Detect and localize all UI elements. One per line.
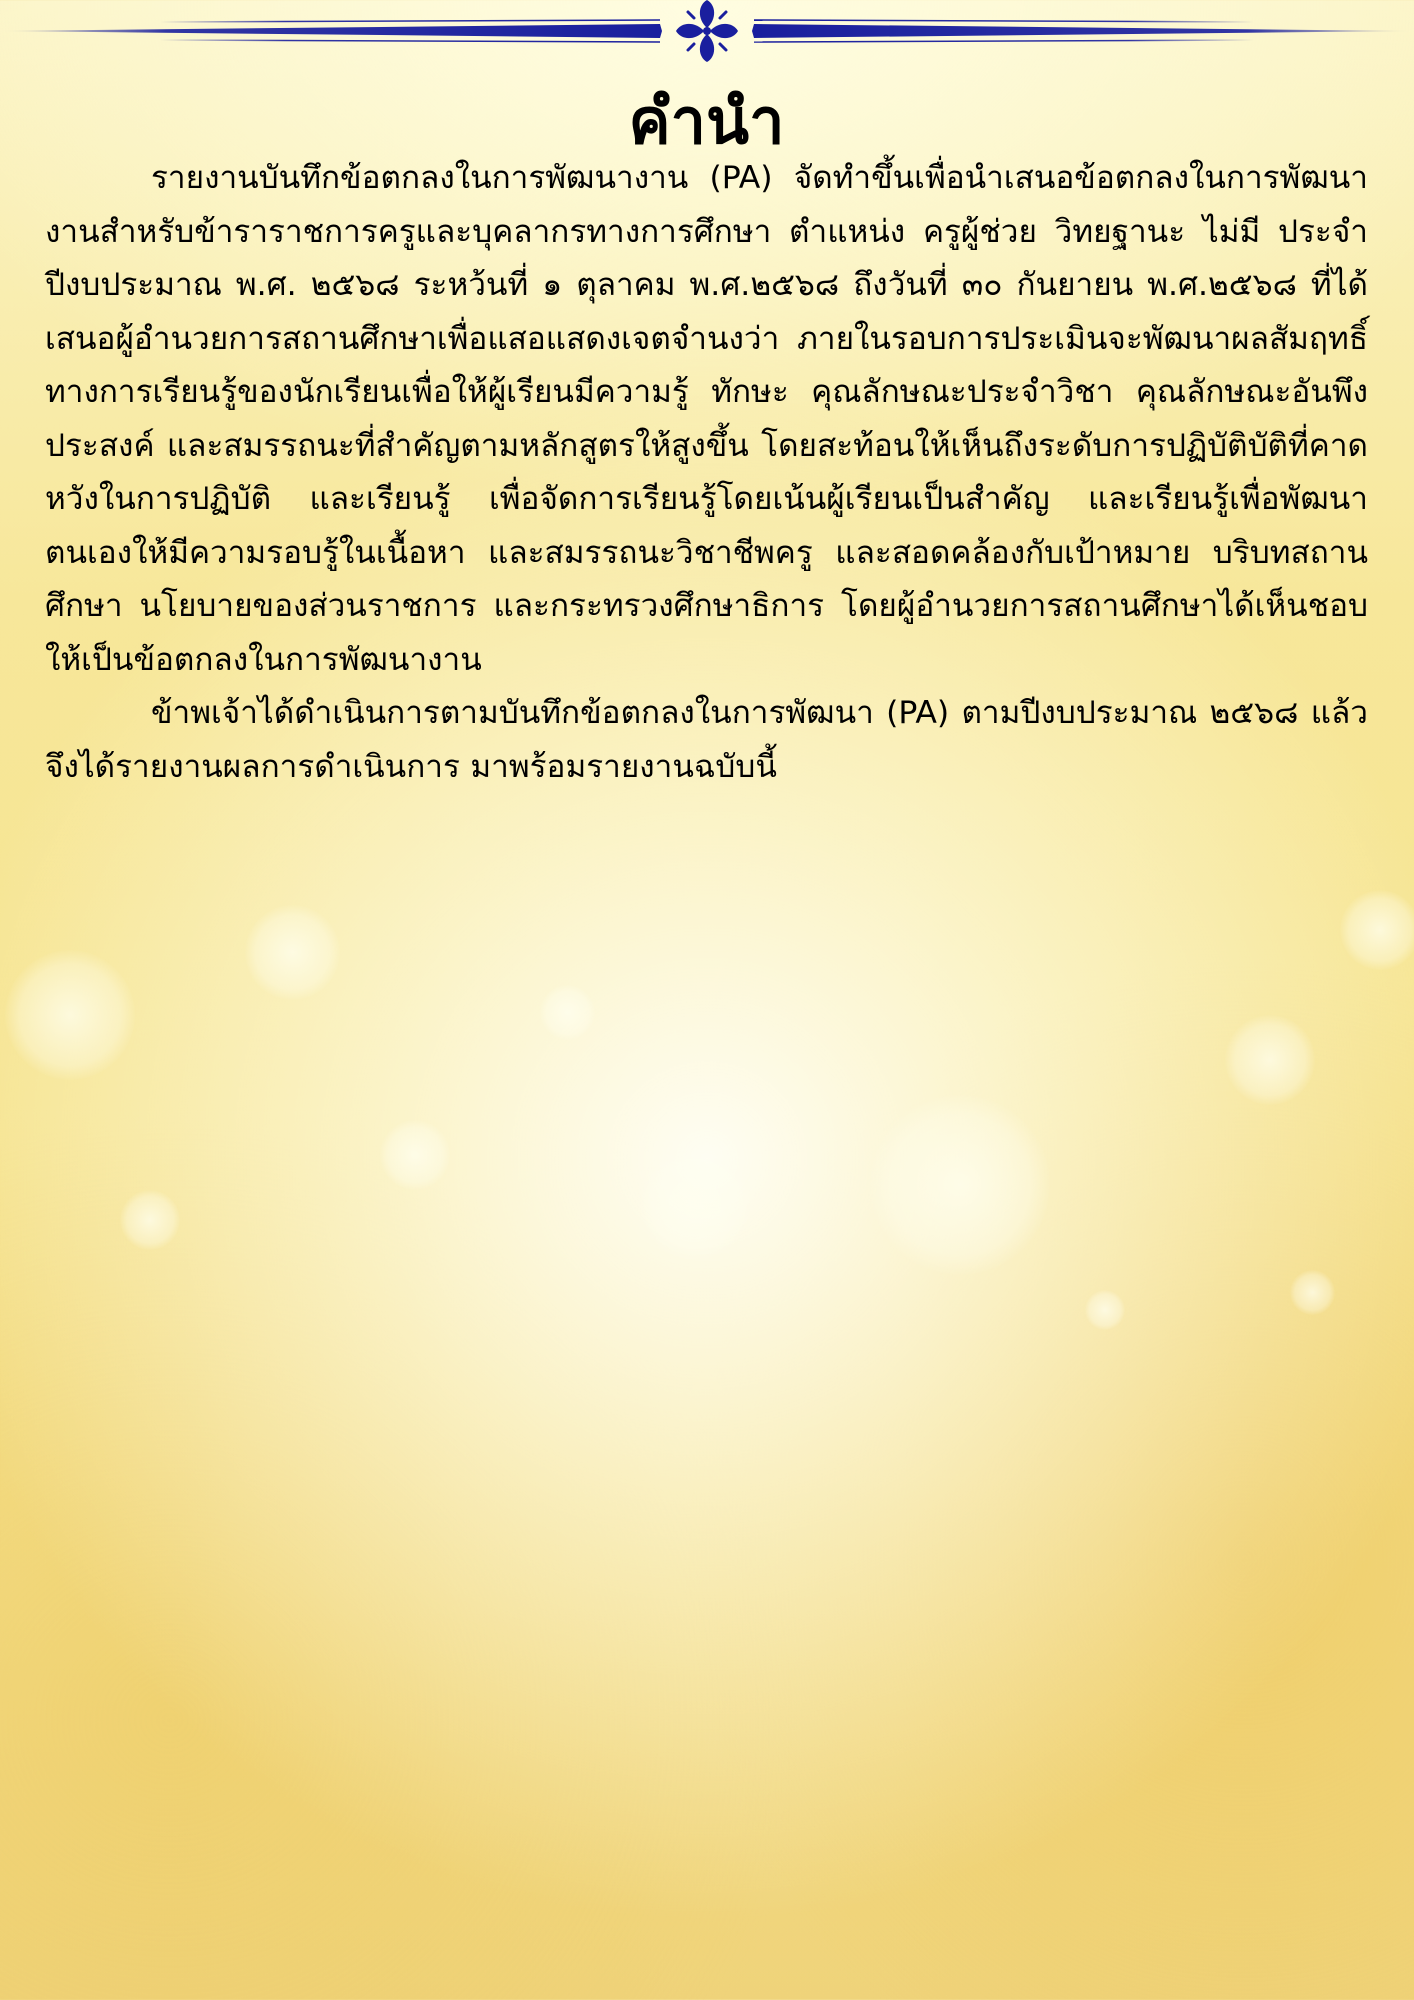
bokeh-light xyxy=(870,1095,1050,1275)
bokeh-light xyxy=(245,905,340,1000)
ornament-line-right xyxy=(752,20,1414,42)
bokeh-light xyxy=(1225,1015,1315,1105)
ornament-line-left xyxy=(0,20,662,42)
bokeh-light xyxy=(640,1150,750,1260)
four-petal-flower-icon xyxy=(676,0,738,62)
bokeh-light xyxy=(540,985,595,1040)
document-body xyxy=(45,85,1368,794)
bokeh-light xyxy=(1290,1270,1335,1315)
header-ornament xyxy=(0,0,1414,66)
bokeh-light xyxy=(1340,890,1414,970)
bokeh-light xyxy=(380,1120,450,1190)
bokeh-light xyxy=(120,1190,180,1250)
bokeh-light xyxy=(5,950,135,1080)
bokeh-light xyxy=(1085,1290,1125,1330)
closing-paragraph: ข้าพเจ้าได้ดำเนินการตามบันทึกข้อตกลงในการพัฒนา (PA) ตามปีงบประมาณ ๒๕๖๘ แล้ว จึงได้รายงานผลการดำเนินการ มาพร้อมรายงานฉบับนี้ xyxy=(45,695,1368,785)
page-title: คำนำ xyxy=(628,85,785,158)
intro-paragraph: รายงานบันทึกข้อตกลงในการพัฒนางาน (PA) จัดทำขึ้นเพื่อนำเสนอข้อตกลงในการพัฒนางานสำหรับข้าราราชการครูและบุคลากรทางการศึกษา ตำแหน่ง ครูผู้ช่วย วิทยฐานะ ไม่มี ประจำปีงบประมาณ พ.ศ. ๒๕๖๘ ระหว้นที่ ๑ ตุลาคม พ.ศ.๒๕๖๘ ถึงวันที่ ๓๐ กันยายน พ.ศ.๒๕๖๘ ที่ได้เสนอผู้อำนวยการสถานศึกษาเพื่อแสอแสดงเจตจำนงว่า ภายในรอบการประเมินจะพัฒนาผลสัมฤทธิ์ทางการเรียนรู้ของนักเรียนเพื่อให้ผู้เรียนมีความรู้ ทักษะ คุณลักษณะประจำวิชา คุณลักษณะอันพึงประสงค์ และสมรรถนะที่สำคัญตามหลักสูตรให้สูงขึ้น โดยสะท้อนให้เห็นถึงระดับการปฏิบัติบัติที่คาดหวังในการปฏิบัติ และเรียนรู้ เพื่อจัดการเรียนรู้โดยเน้นผู้เรียนเป็นสำคัญ และเรียนรู้เพื่อพัฒนาตนเองให้มีความรอบรู้ในเนื้อหา และสมรรถนะวิชาชีพครู และสอดคล้องกับเป้าหมาย บริบทสถานศึกษา นโยบายของส่วนราชการ และกระทรวงศึกษาธิการ โดยผู้อำนวยการสถานศึกษาได้เห็นชอบให้เป็นข้อตกลงในการพัฒนางาน xyxy=(45,160,1368,678)
